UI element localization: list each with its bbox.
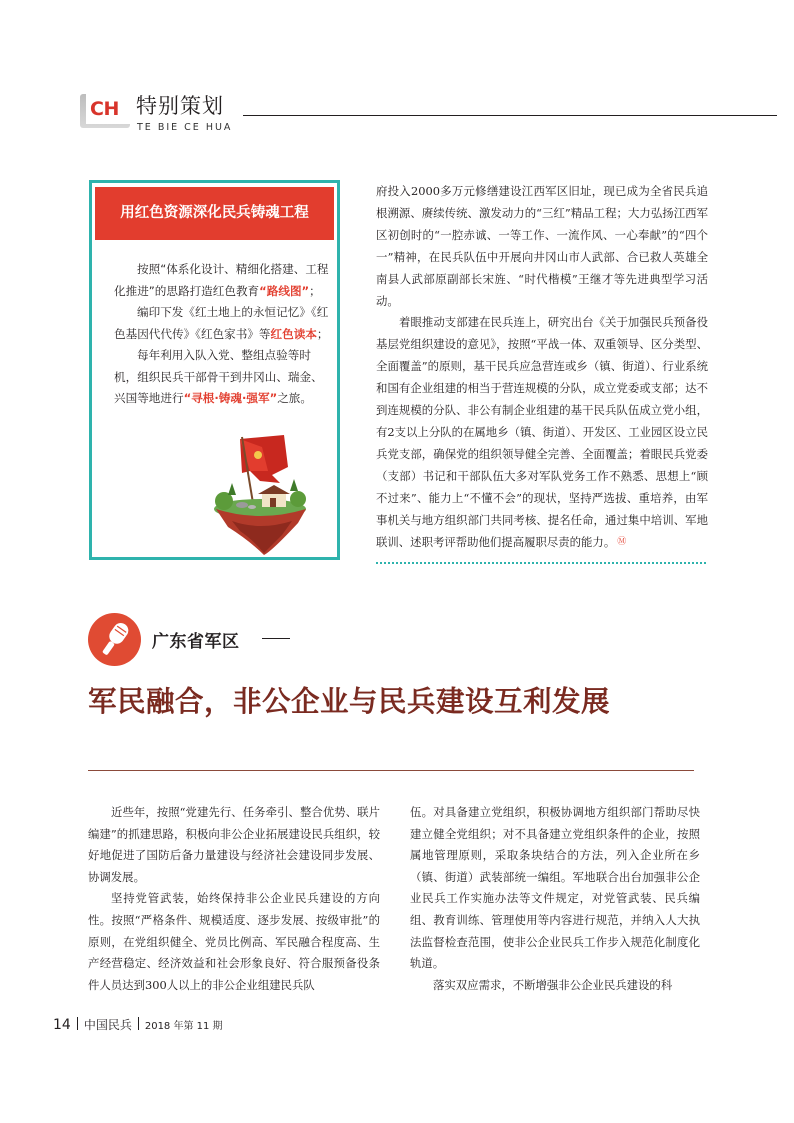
section-subtitle: TE BIE CE HUA bbox=[137, 122, 233, 133]
section-title: 特别策划 bbox=[136, 94, 224, 118]
paragraph: 近些年，按照“党建先行、任务牵引、整合优势、联片编建”的抓建思路，积极向非公企业拓展建设民兵组织，较好地促进了国防后备力量建设与经济社会建设同步发展、协调发展。 bbox=[88, 805, 380, 884]
sidebar-paragraph: 编印下发《红土地上的永恒记忆》《红色基因代代传》《红色家书》等红色读本； bbox=[114, 305, 329, 341]
dotted-divider bbox=[376, 562, 706, 564]
page-number: 14 bbox=[53, 1017, 71, 1033]
section-dash bbox=[262, 638, 290, 639]
paragraph: 着眼推动支部建在民兵连上，研究出台《关于加强民兵预备役基层党组织建设的意见》，按照“平战一体、双重领导、区分类型、全面覆盖”的原则，基干民兵应急营连或乡（镇、街道）、行业系统和国有企业组建的相当于营连规模的分队，成立党委或支部；达不到连规模的分队、非公有制企业组建的基干民兵队伍成立党小组，有2支以上分队的在属地乡（镇、街道）、开发区、工业园区设立民兵党支部，确保党的组织领导健全完善、全面覆盖；着眼民兵党委（支部）书记和干部队伍大多对军队党务工作不熟悉、思想上“顾不过来”、能力上“不懂不会”的现状，坚持严选拔、重培养，由军事机关与地方组织部门共同考核、提名任命，通过集中培训、军地联训、述职考评帮助他们提高履职尽责的能力。 Ⓜ bbox=[376, 315, 708, 549]
article-headline: 军民融合，非公企业与民兵建设互利发展 bbox=[88, 684, 611, 718]
section-logo bbox=[80, 94, 130, 128]
paragraph: 坚持党管武装，始终保持非公企业民兵建设的方向性。按照“严格条件、规模适度、逐步发展、按级审批”的原则，在党组织健全、党员比例高、军民融合程度高、生产经营稳定、经济效益和社会形象良好、符合服预备役条件人员达到300人以上的非公企业组建民兵队 bbox=[88, 891, 380, 992]
issue-number: 2018 年第 11 期 bbox=[144, 1021, 223, 1032]
section-label: 广东省军区 bbox=[152, 632, 240, 652]
magazine-name: 中国民兵 bbox=[83, 1018, 132, 1032]
microphone-icon bbox=[88, 613, 141, 666]
sidebar-title: 用红色资源深化民兵铸魂工程 bbox=[95, 187, 334, 240]
headline-rule bbox=[88, 770, 694, 771]
end-mark-icon: Ⓜ bbox=[617, 536, 627, 547]
red-flag-island-illustration bbox=[202, 431, 322, 556]
sidebar-paragraph: 每年利用入队入党、整组点验等时机，组织民兵干部骨干到井冈山、瑞金、兴国等地进行“寻根·铸魂·强军”之旅。 bbox=[114, 348, 323, 405]
article-column-top-right bbox=[376, 181, 708, 553]
paragraph: 落实双应需求，不断增强非公企业民兵建设的科 bbox=[433, 977, 673, 992]
sidebar-paragraph: 按照“体系化设计、精细化搭建、工程化推进”的思路打造红色教育“路线图”； bbox=[114, 262, 329, 298]
logo-text: CH bbox=[90, 98, 119, 120]
paragraph: 伍。对具备建立党组织，积极协调地方组织部门帮助尽快建立健全党组织；对不具备建立党组织条件的企业，按照属地管理原则，采取条块结合的方法，列入企业所在乡（镇、街道）武装部统一编组。军地联合出台加强非公企业民兵工作实施办法等文件规定，对党管武装、民兵编组、教育训练、管理使用等内容进行规范，并纳入人大执法监督检查范围，使非公企业民兵工作步入规范化制度化轨道。 bbox=[410, 805, 700, 971]
article-column-left bbox=[88, 802, 380, 996]
page-footer bbox=[53, 1014, 223, 1033]
sidebar-box bbox=[89, 180, 340, 560]
header-rule bbox=[243, 115, 777, 116]
paragraph: 府投入2000多万元修缮建设江西军区旧址，现已成为全省民兵追根溯源、赓续传统、激发动力的“三红”精品工程；大力弘扬江西军区初创时的“一腔赤诚、一等工作、一流作风、一心奉献”的“四个一”精神，在民兵队伍中开展向井冈山市人武部、合已救人英雄全南县人武部原副部长宋旌、“时代楷模”王继才等先进典型学习活动。 bbox=[376, 184, 708, 308]
sidebar-body bbox=[114, 259, 330, 410]
article-column-right bbox=[410, 802, 700, 996]
